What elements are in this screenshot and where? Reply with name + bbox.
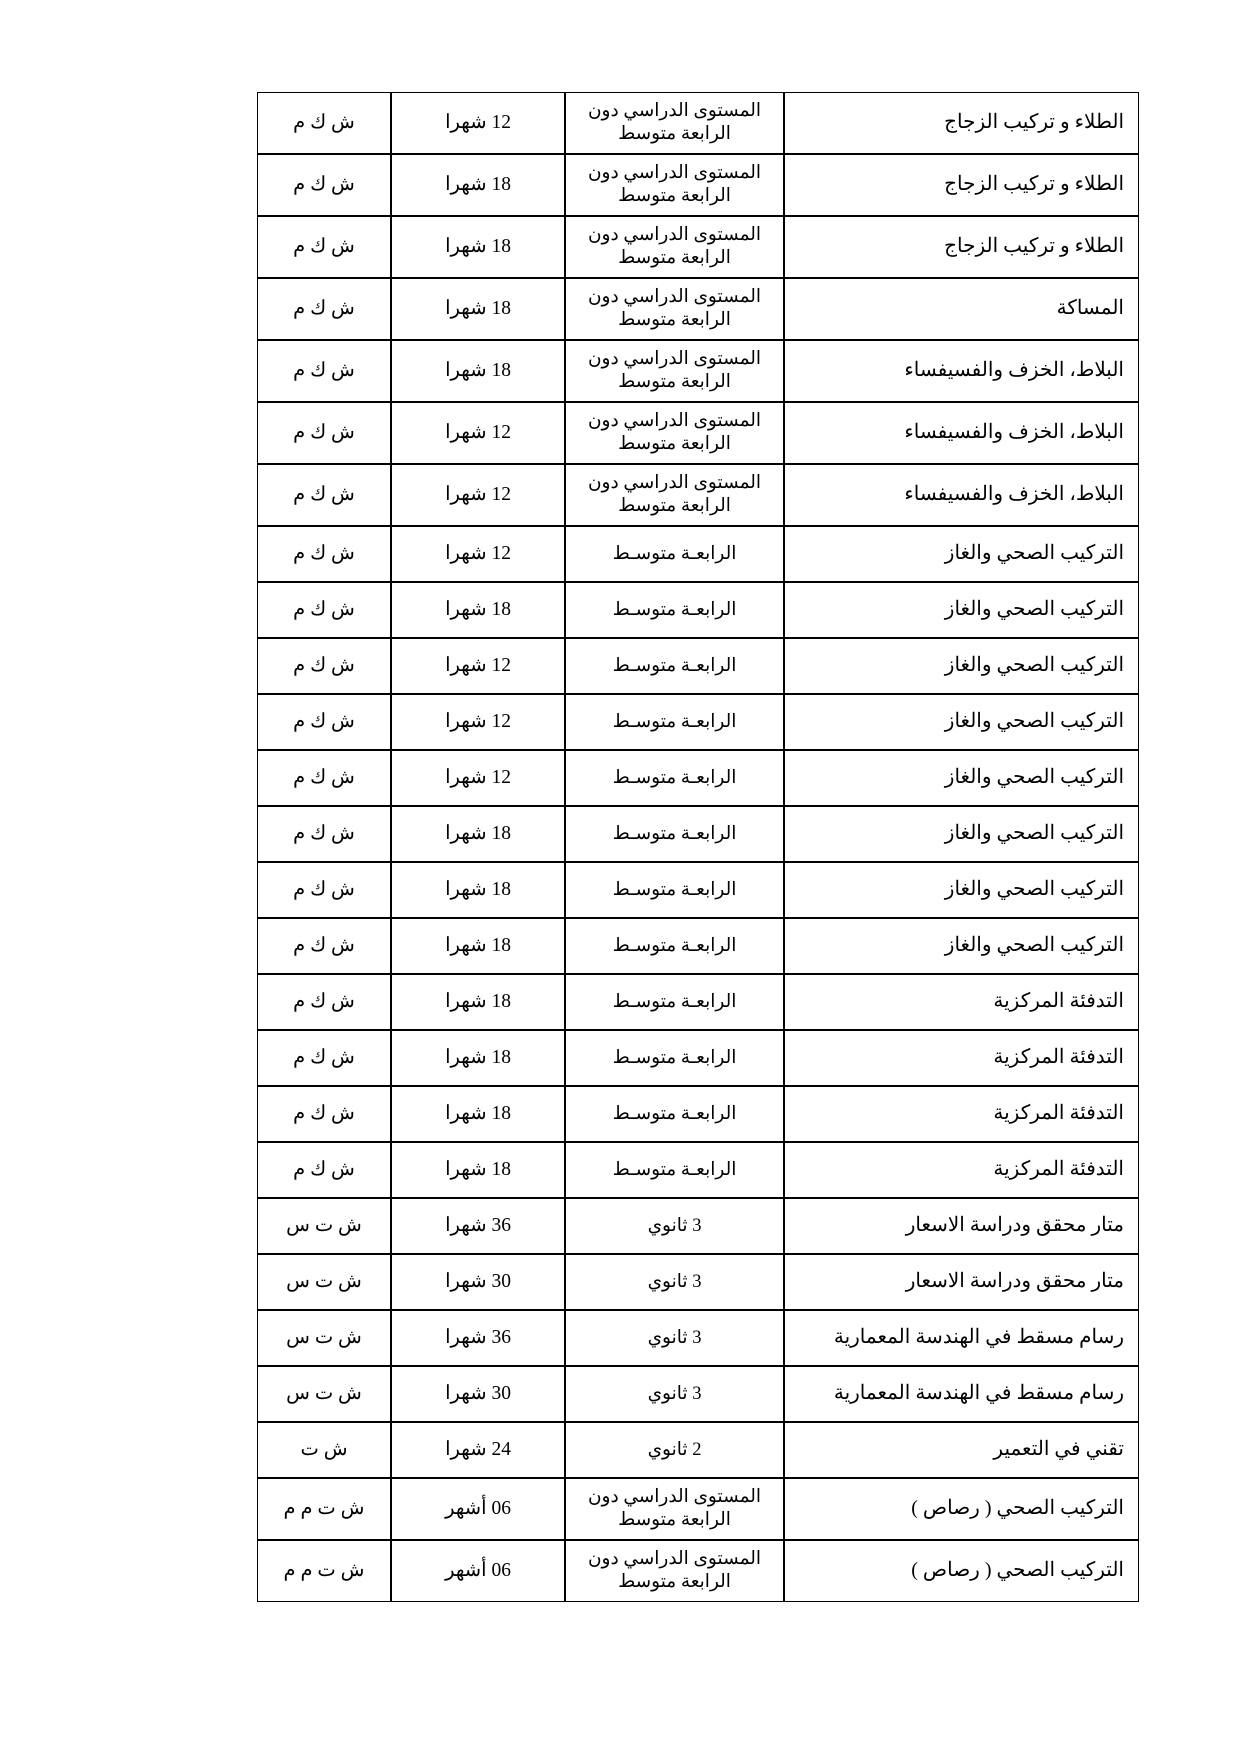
education-level-line-1: الرابعـة متوسـط (612, 823, 737, 844)
cell-certificate (257, 154, 391, 216)
duration-text: 12 شهرا (445, 421, 511, 443)
certificate-text: ش ك م (293, 111, 355, 133)
cell-specialty (784, 1540, 1139, 1602)
duration-text: 30 شهرا (445, 1382, 511, 1404)
table-row (257, 918, 1139, 974)
cell-certificate (257, 464, 391, 526)
education-level-line-1: المستوى الدراسي دون (587, 1487, 762, 1508)
duration-text: 18 شهرا (445, 934, 511, 956)
certificate-text: ش ت س (286, 1326, 362, 1348)
cell-certificate (257, 402, 391, 464)
certificate-text: ش ك م (293, 710, 355, 732)
cell-certificate (257, 1086, 391, 1142)
cell-education-level (565, 974, 784, 1030)
education-level-text (566, 1541, 783, 1601)
specialty-text: المساكة (1056, 297, 1124, 320)
certificate-text: ش ك م (293, 934, 355, 956)
specialty-text: رسام مسقط في الهندسة المعمارية (833, 1382, 1124, 1405)
table-row (257, 464, 1139, 526)
specialty-text: البلاط، الخزف والفسيفساء (904, 483, 1124, 506)
cell-education-level (565, 464, 784, 526)
duration-text: 30 شهرا (445, 1270, 511, 1292)
specialty-text: التدفئة المركزية (993, 1102, 1124, 1125)
cell-education-level (565, 1310, 784, 1366)
table-row (257, 1478, 1139, 1540)
certificate-text: ش ك م (293, 297, 355, 319)
table-row (257, 526, 1139, 582)
education-level-text (566, 93, 783, 153)
education-level-text (566, 1199, 783, 1253)
duration-text: 12 شهرا (445, 483, 511, 505)
certificate-text: ش ك م (293, 1102, 355, 1124)
cell-education-level (565, 1540, 784, 1602)
table-row (257, 1310, 1139, 1366)
education-level-line-1: الرابعـة متوسـط (612, 991, 737, 1012)
specialty-text: الطلاء و تركيب الزجاج (944, 173, 1124, 196)
cell-duration (391, 694, 565, 750)
certificate-text: ش ت م م (283, 1559, 365, 1581)
duration-text: 12 شهرا (445, 111, 511, 133)
cell-duration (391, 92, 565, 154)
duration-text: 18 شهرا (445, 235, 511, 257)
education-level-line-1: المستوى الدراسي دون (587, 1549, 762, 1570)
certificate-text: ش ك م (293, 359, 355, 381)
education-level-line-1: المستوى الدراسي دون (587, 411, 762, 432)
cell-certificate (257, 1478, 391, 1540)
education-level-text (566, 1143, 783, 1197)
duration-text: 12 شهرا (445, 542, 511, 564)
certificate-text: ش ك م (293, 654, 355, 676)
cell-duration (391, 974, 565, 1030)
cell-specialty (784, 1478, 1139, 1540)
table-row (257, 340, 1139, 402)
certificate-text: ش ك م (293, 483, 355, 505)
cell-certificate (257, 1366, 391, 1422)
cell-certificate (257, 694, 391, 750)
certificate-text: ش ك م (293, 990, 355, 1012)
education-level-line-1: 2 ثانوي (647, 1439, 702, 1460)
specialty-text: التدفئة المركزية (993, 1158, 1124, 1181)
table-row (257, 638, 1139, 694)
education-level-text (566, 1087, 783, 1141)
cell-education-level (565, 1086, 784, 1142)
duration-text: 18 شهرا (445, 822, 511, 844)
specialty-text: التركيب الصحي ( رصاص ) (911, 1559, 1124, 1582)
cell-duration (391, 154, 565, 216)
cell-education-level (565, 216, 784, 278)
education-level-text (566, 527, 783, 581)
cell-education-level (565, 862, 784, 918)
cell-specialty (784, 278, 1139, 340)
education-level-line-1: المستوى الدراسي دون (587, 163, 762, 184)
table-row (257, 974, 1139, 1030)
cell-education-level (565, 1030, 784, 1086)
education-level-text (566, 1311, 783, 1365)
certificate-text: ش ك م (293, 235, 355, 257)
cell-certificate (257, 216, 391, 278)
cell-duration (391, 216, 565, 278)
cell-specialty (784, 862, 1139, 918)
cell-duration (391, 1310, 565, 1366)
specialties-table-container (257, 92, 1139, 1602)
education-level-text (566, 465, 783, 525)
education-level-line-2: الرابعة متوسط (618, 186, 731, 206)
cell-certificate (257, 750, 391, 806)
cell-certificate (257, 92, 391, 154)
education-level-text (566, 807, 783, 861)
education-level-text (566, 217, 783, 277)
duration-text: 18 شهرا (445, 297, 511, 319)
cell-certificate (257, 1254, 391, 1310)
cell-specialty (784, 918, 1139, 974)
education-level-line-1: الرابعـة متوسـط (612, 543, 737, 564)
specialty-text: الطلاء و تركيب الزجاج (944, 111, 1124, 134)
cell-certificate (257, 1310, 391, 1366)
cell-certificate (257, 638, 391, 694)
cell-education-level (565, 694, 784, 750)
specialty-text: البلاط، الخزف والفسيفساء (904, 359, 1124, 382)
education-level-line-2: الرابعة متوسط (618, 434, 731, 454)
cell-duration (391, 1198, 565, 1254)
education-level-line-1: المستوى الدراسي دون (587, 225, 762, 246)
cell-certificate (257, 1422, 391, 1478)
cell-duration (391, 750, 565, 806)
table-row (257, 402, 1139, 464)
duration-text: 36 شهرا (445, 1326, 511, 1348)
table-row (257, 582, 1139, 638)
cell-education-level (565, 918, 784, 974)
cell-specialty (784, 694, 1139, 750)
specialty-text: التركيب الصحي والغاز (944, 710, 1124, 733)
duration-text: 12 شهرا (445, 654, 511, 676)
certificate-text: ش ك م (293, 1158, 355, 1180)
education-level-line-2: الرابعة متوسط (618, 310, 731, 330)
duration-text: 06 أشهر (445, 1559, 511, 1581)
cell-duration (391, 340, 565, 402)
education-level-line-1: المستوى الدراسي دون (587, 287, 762, 308)
cell-education-level (565, 1366, 784, 1422)
specialty-text: التركيب الصحي والغاز (944, 766, 1124, 789)
specialty-text: رسام مسقط في الهندسة المعمارية (833, 1326, 1124, 1349)
cell-education-level (565, 278, 784, 340)
cell-certificate (257, 340, 391, 402)
cell-duration (391, 526, 565, 582)
certificate-text: ش ك م (293, 598, 355, 620)
cell-specialty (784, 1142, 1139, 1198)
cell-education-level (565, 154, 784, 216)
cell-duration (391, 582, 565, 638)
cell-certificate (257, 918, 391, 974)
cell-certificate (257, 1198, 391, 1254)
certificate-text: ش ت س (286, 1270, 362, 1292)
education-level-text (566, 695, 783, 749)
specialty-text: التركيب الصحي والغاز (944, 934, 1124, 957)
education-level-line-1: الرابعـة متوسـط (612, 767, 737, 788)
education-level-text (566, 341, 783, 401)
duration-text: 18 شهرا (445, 1102, 511, 1124)
education-level-text (566, 1367, 783, 1421)
education-level-line-1: 3 ثانوي (647, 1327, 702, 1348)
duration-text: 24 شهرا (445, 1438, 511, 1460)
education-level-line-1: الرابعـة متوسـط (612, 655, 737, 676)
education-level-text (566, 403, 783, 463)
table-row (257, 1366, 1139, 1422)
table-row (257, 694, 1139, 750)
education-level-line-1: الرابعـة متوسـط (612, 1103, 737, 1124)
table-row (257, 92, 1139, 154)
specialty-text: التدفئة المركزية (993, 1046, 1124, 1069)
duration-text: 12 شهرا (445, 710, 511, 732)
cell-certificate (257, 1142, 391, 1198)
education-level-line-1: 3 ثانوي (647, 1271, 702, 1292)
cell-specialty (784, 1366, 1139, 1422)
duration-text: 18 شهرا (445, 1158, 511, 1180)
specialty-text: تقني في التعمير (993, 1438, 1124, 1461)
education-level-line-1: 3 ثانوي (647, 1215, 702, 1236)
cell-specialty (784, 1254, 1139, 1310)
cell-specialty (784, 340, 1139, 402)
cell-education-level (565, 1478, 784, 1540)
table-row (257, 1086, 1139, 1142)
duration-text: 12 شهرا (445, 766, 511, 788)
certificate-text: ش ت س (286, 1214, 362, 1236)
education-level-text (566, 1255, 783, 1309)
table-row (257, 1030, 1139, 1086)
certificate-text: ش ت م م (283, 1497, 365, 1519)
education-level-line-2: الرابعة متوسط (618, 496, 731, 516)
cell-duration (391, 1142, 565, 1198)
specialty-text: التركيب الصحي والغاز (944, 654, 1124, 677)
specialty-text: التركيب الصحي والغاز (944, 542, 1124, 565)
education-level-line-1: الرابعـة متوسـط (612, 879, 737, 900)
specialty-text: التركيب الصحي ( رصاص ) (911, 1497, 1124, 1520)
cell-education-level (565, 92, 784, 154)
cell-education-level (565, 582, 784, 638)
duration-text: 18 شهرا (445, 359, 511, 381)
specialties-table-body (257, 92, 1139, 1602)
cell-specialty (784, 402, 1139, 464)
certificate-text: ش ك م (293, 878, 355, 900)
specialty-text: البلاط، الخزف والفسيفساء (904, 421, 1124, 444)
education-level-line-2: الرابعة متوسط (618, 1510, 731, 1530)
education-level-line-1: المستوى الدراسي دون (587, 349, 762, 370)
cell-duration (391, 918, 565, 974)
cell-specialty (784, 582, 1139, 638)
table-row (257, 1422, 1139, 1478)
cell-duration (391, 638, 565, 694)
cell-certificate (257, 806, 391, 862)
education-level-text (566, 863, 783, 917)
education-level-line-1: الرابعـة متوسـط (612, 1159, 737, 1180)
cell-specialty (784, 216, 1139, 278)
education-level-text (566, 583, 783, 637)
duration-text: 18 شهرا (445, 990, 511, 1012)
certificate-text: ش ك م (293, 542, 355, 564)
specialty-text: الطلاء و تركيب الزجاج (944, 235, 1124, 258)
cell-education-level (565, 1422, 784, 1478)
education-level-line-2: الرابعة متوسط (618, 372, 731, 392)
certificate-text: ش ك م (293, 822, 355, 844)
education-level-line-2: الرابعة متوسط (618, 1572, 731, 1592)
table-row (257, 154, 1139, 216)
education-level-line-1: الرابعـة متوسـط (612, 711, 737, 732)
duration-text: 18 شهرا (445, 878, 511, 900)
certificate-text: ش ك م (293, 766, 355, 788)
education-level-line-2: الرابعة متوسط (618, 248, 731, 268)
cell-duration (391, 1030, 565, 1086)
table-row (257, 1142, 1139, 1198)
cell-duration (391, 1540, 565, 1602)
education-level-text (566, 975, 783, 1029)
cell-specialty (784, 806, 1139, 862)
cell-duration (391, 1422, 565, 1478)
duration-text: 18 شهرا (445, 598, 511, 620)
cell-education-level (565, 806, 784, 862)
specialty-text: التدفئة المركزية (993, 990, 1124, 1013)
specialties-table (257, 92, 1139, 1602)
cell-specialty (784, 750, 1139, 806)
specialty-text: التركيب الصحي والغاز (944, 822, 1124, 845)
education-level-text (566, 279, 783, 339)
specialty-text: التركيب الصحي والغاز (944, 598, 1124, 621)
table-row (257, 1254, 1139, 1310)
table-row (257, 750, 1139, 806)
table-row (257, 278, 1139, 340)
table-row (257, 806, 1139, 862)
cell-specialty (784, 1030, 1139, 1086)
cell-education-level (565, 1142, 784, 1198)
cell-education-level (565, 638, 784, 694)
education-level-line-2: الرابعة متوسط (618, 124, 731, 144)
cell-specialty (784, 1310, 1139, 1366)
cell-education-level (565, 402, 784, 464)
cell-certificate (257, 974, 391, 1030)
education-level-text (566, 1479, 783, 1539)
cell-certificate (257, 1540, 391, 1602)
cell-specialty (784, 1198, 1139, 1254)
certificate-text: ش ت (300, 1438, 348, 1460)
education-level-line-1: الرابعـة متوسـط (612, 599, 737, 620)
cell-specialty (784, 92, 1139, 154)
cell-education-level (565, 1254, 784, 1310)
certificate-text: ش ك م (293, 173, 355, 195)
cell-duration (391, 1086, 565, 1142)
education-level-text (566, 1031, 783, 1085)
certificate-text: ش ت س (286, 1382, 362, 1404)
cell-certificate (257, 526, 391, 582)
education-level-line-1: المستوى الدراسي دون (587, 101, 762, 122)
cell-duration (391, 464, 565, 526)
cell-duration (391, 1366, 565, 1422)
education-level-line-1: المستوى الدراسي دون (587, 473, 762, 494)
cell-duration (391, 806, 565, 862)
education-level-text (566, 639, 783, 693)
education-level-text (566, 919, 783, 973)
education-level-line-1: الرابعـة متوسـط (612, 1047, 737, 1068)
cell-duration (391, 862, 565, 918)
cell-specialty (784, 526, 1139, 582)
education-level-line-1: 3 ثانوي (647, 1383, 702, 1404)
table-row (257, 862, 1139, 918)
education-level-line-1: الرابعـة متوسـط (612, 935, 737, 956)
cell-certificate (257, 278, 391, 340)
duration-text: 36 شهرا (445, 1214, 511, 1236)
cell-duration (391, 278, 565, 340)
cell-certificate (257, 1030, 391, 1086)
cell-education-level (565, 340, 784, 402)
cell-education-level (565, 750, 784, 806)
duration-text: 18 شهرا (445, 1046, 511, 1068)
cell-education-level (565, 1198, 784, 1254)
table-row (257, 216, 1139, 278)
cell-specialty (784, 154, 1139, 216)
duration-text: 06 أشهر (445, 1497, 511, 1519)
cell-specialty (784, 1422, 1139, 1478)
cell-specialty (784, 974, 1139, 1030)
education-level-text (566, 751, 783, 805)
education-level-text (566, 1423, 783, 1477)
certificate-text: ش ك م (293, 421, 355, 443)
cell-duration (391, 402, 565, 464)
table-row (257, 1198, 1139, 1254)
specialty-text: التركيب الصحي والغاز (944, 878, 1124, 901)
cell-specialty (784, 638, 1139, 694)
cell-duration (391, 1478, 565, 1540)
specialty-text: متار محقق ودراسة الاسعار (905, 1214, 1124, 1237)
cell-certificate (257, 582, 391, 638)
duration-text: 18 شهرا (445, 173, 511, 195)
cell-education-level (565, 526, 784, 582)
certificate-text: ش ك م (293, 1046, 355, 1068)
cell-duration (391, 1254, 565, 1310)
cell-specialty (784, 1086, 1139, 1142)
table-row (257, 1540, 1139, 1602)
cell-specialty (784, 464, 1139, 526)
education-level-text (566, 155, 783, 215)
specialty-text: متار محقق ودراسة الاسعار (905, 1270, 1124, 1293)
cell-certificate (257, 862, 391, 918)
